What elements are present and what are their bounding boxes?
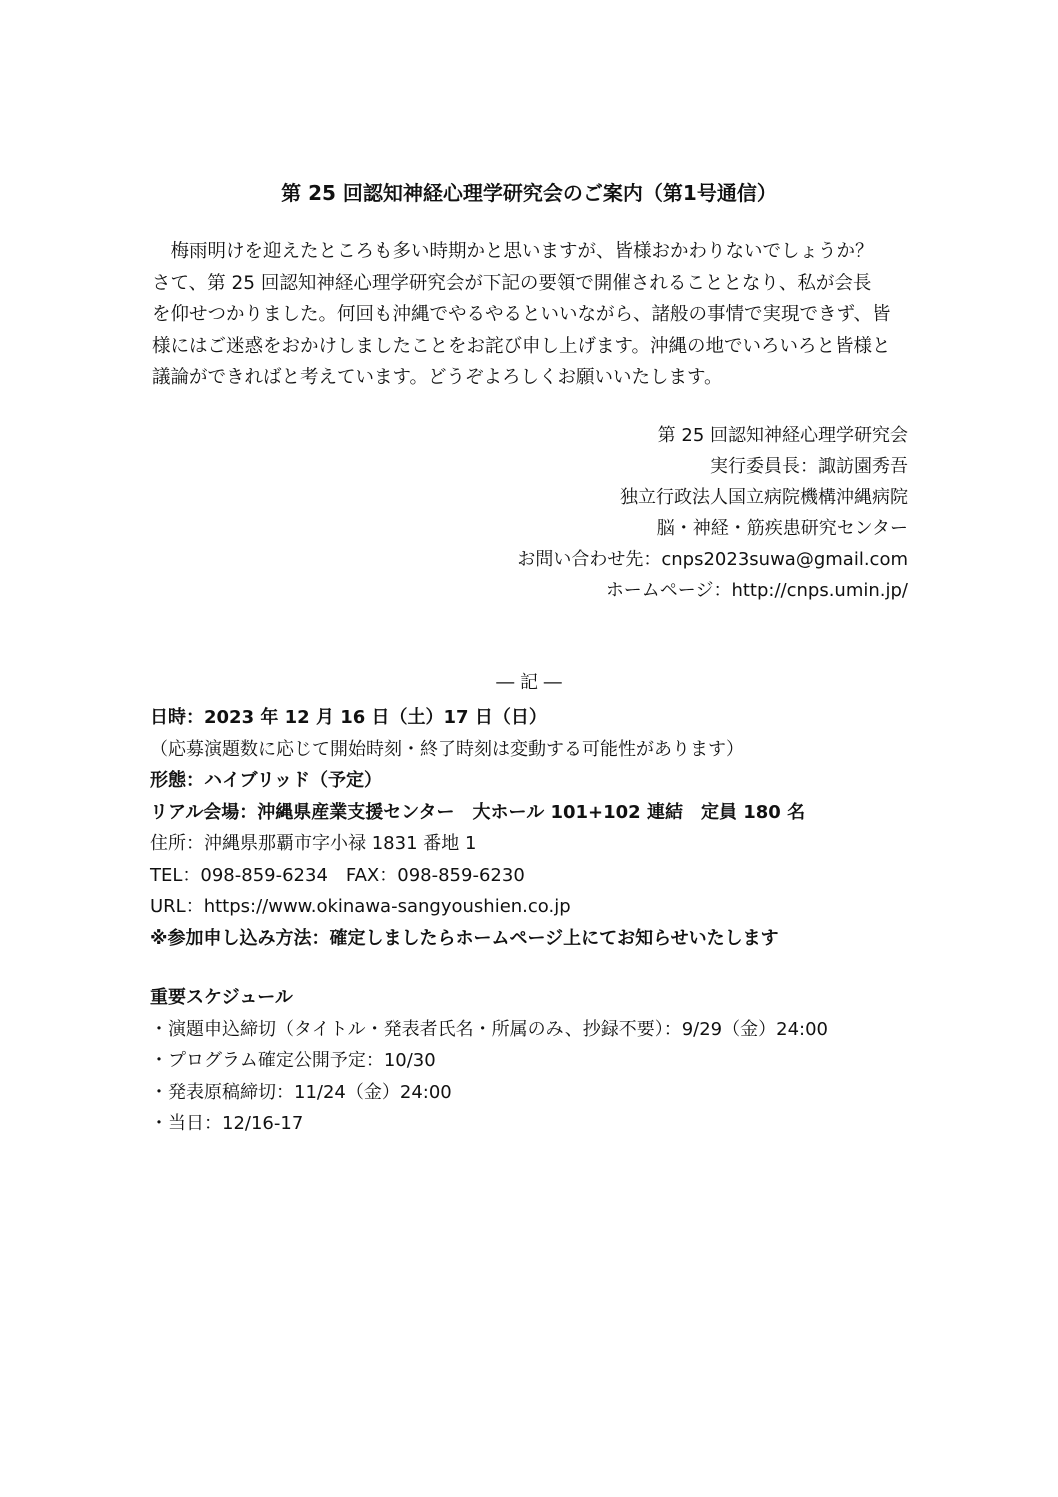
greeting-line: さて、第 25 回認知神経心理学研究会が下記の要領で開催されることとなり、私が会長 <box>152 272 872 294</box>
signature-org: 第 25 回認知神経心理学研究会 <box>657 425 908 446</box>
greeting-line: を仰せつかりました。何回も沖縄でやるやるといいながら、諸般の事情で実現できず、皆 <box>152 304 891 325</box>
ki-heading: ― 記 ― <box>496 672 562 693</box>
event-details <box>150 702 930 954</box>
schedule-item: ・当日：12/16-17 <box>150 1113 304 1134</box>
greeting-line: 梅雨明けを迎えたところも多い時期かと思いますが、皆様おかわりないでしょうか？ <box>152 241 874 262</box>
detail-address: 住所：沖縄県那覇市字小禄 1831 番地 1 <box>150 833 477 854</box>
greeting-line: 議論ができればと考えています。どうぞよろしくお願いいたします。 <box>152 367 723 388</box>
signature-chair: 実行委員長：諏訪園秀吾 <box>710 456 908 477</box>
signature-institution: 独立行政法人国立病院機構沖縄病院 <box>620 487 908 508</box>
signature-homepage: ホームページ：http://cnps.umin.jp/ <box>605 580 908 601</box>
detail-format: 形態：ハイブリッド（予定） <box>150 770 383 791</box>
schedule-item: ・発表原稿締切：11/24（金）24:00 <box>150 1081 452 1103</box>
detail-tel-fax: TEL：098-859-6234 FAX：098-859-6230 <box>150 864 525 886</box>
detail-venue: リアル会場：沖縄県産業支援センター 大ホール 101+102 連結 定員 180 名 <box>150 801 806 823</box>
signature-center: 脳・神経・筋疾患研究センター <box>656 518 908 539</box>
greeting-paragraph <box>152 236 912 394</box>
detail-note: （応募演題数に応じて開始時刻・終了時刻は変動する可能性があります） <box>150 738 744 760</box>
signature-block <box>517 420 908 606</box>
schedule-section <box>150 982 930 1140</box>
schedule-item: ・演題申込締切（タイトル・発表者氏名・所属のみ、抄録不要）：9/29（金）24:00 <box>150 1018 829 1040</box>
greeting-line: 様にはご迷惑をおかけしましたことをお詫び申し上げます。沖縄の地でいろいろと皆様と <box>152 335 891 357</box>
detail-datetime: 日時：2023 年 12 月 16 日（土）17 日（日） <box>150 707 547 728</box>
schedule-heading: 重要スケジュール <box>150 987 293 1008</box>
signature-contact: お問い合わせ先：cnps2023suwa@gmail.com <box>517 549 908 570</box>
schedule-item: ・プログラム確定公開予定：10/30 <box>150 1050 436 1071</box>
document-title: 第 25 回認知神経心理学研究会のご案内（第1号通信） <box>281 181 777 205</box>
detail-url: URL：https://www.okinawa-sangyoushien.co.jp <box>150 896 571 917</box>
detail-registration: ※参加申し込み方法：確定しましたらホームページ上にてお知らせいたします <box>150 927 779 949</box>
